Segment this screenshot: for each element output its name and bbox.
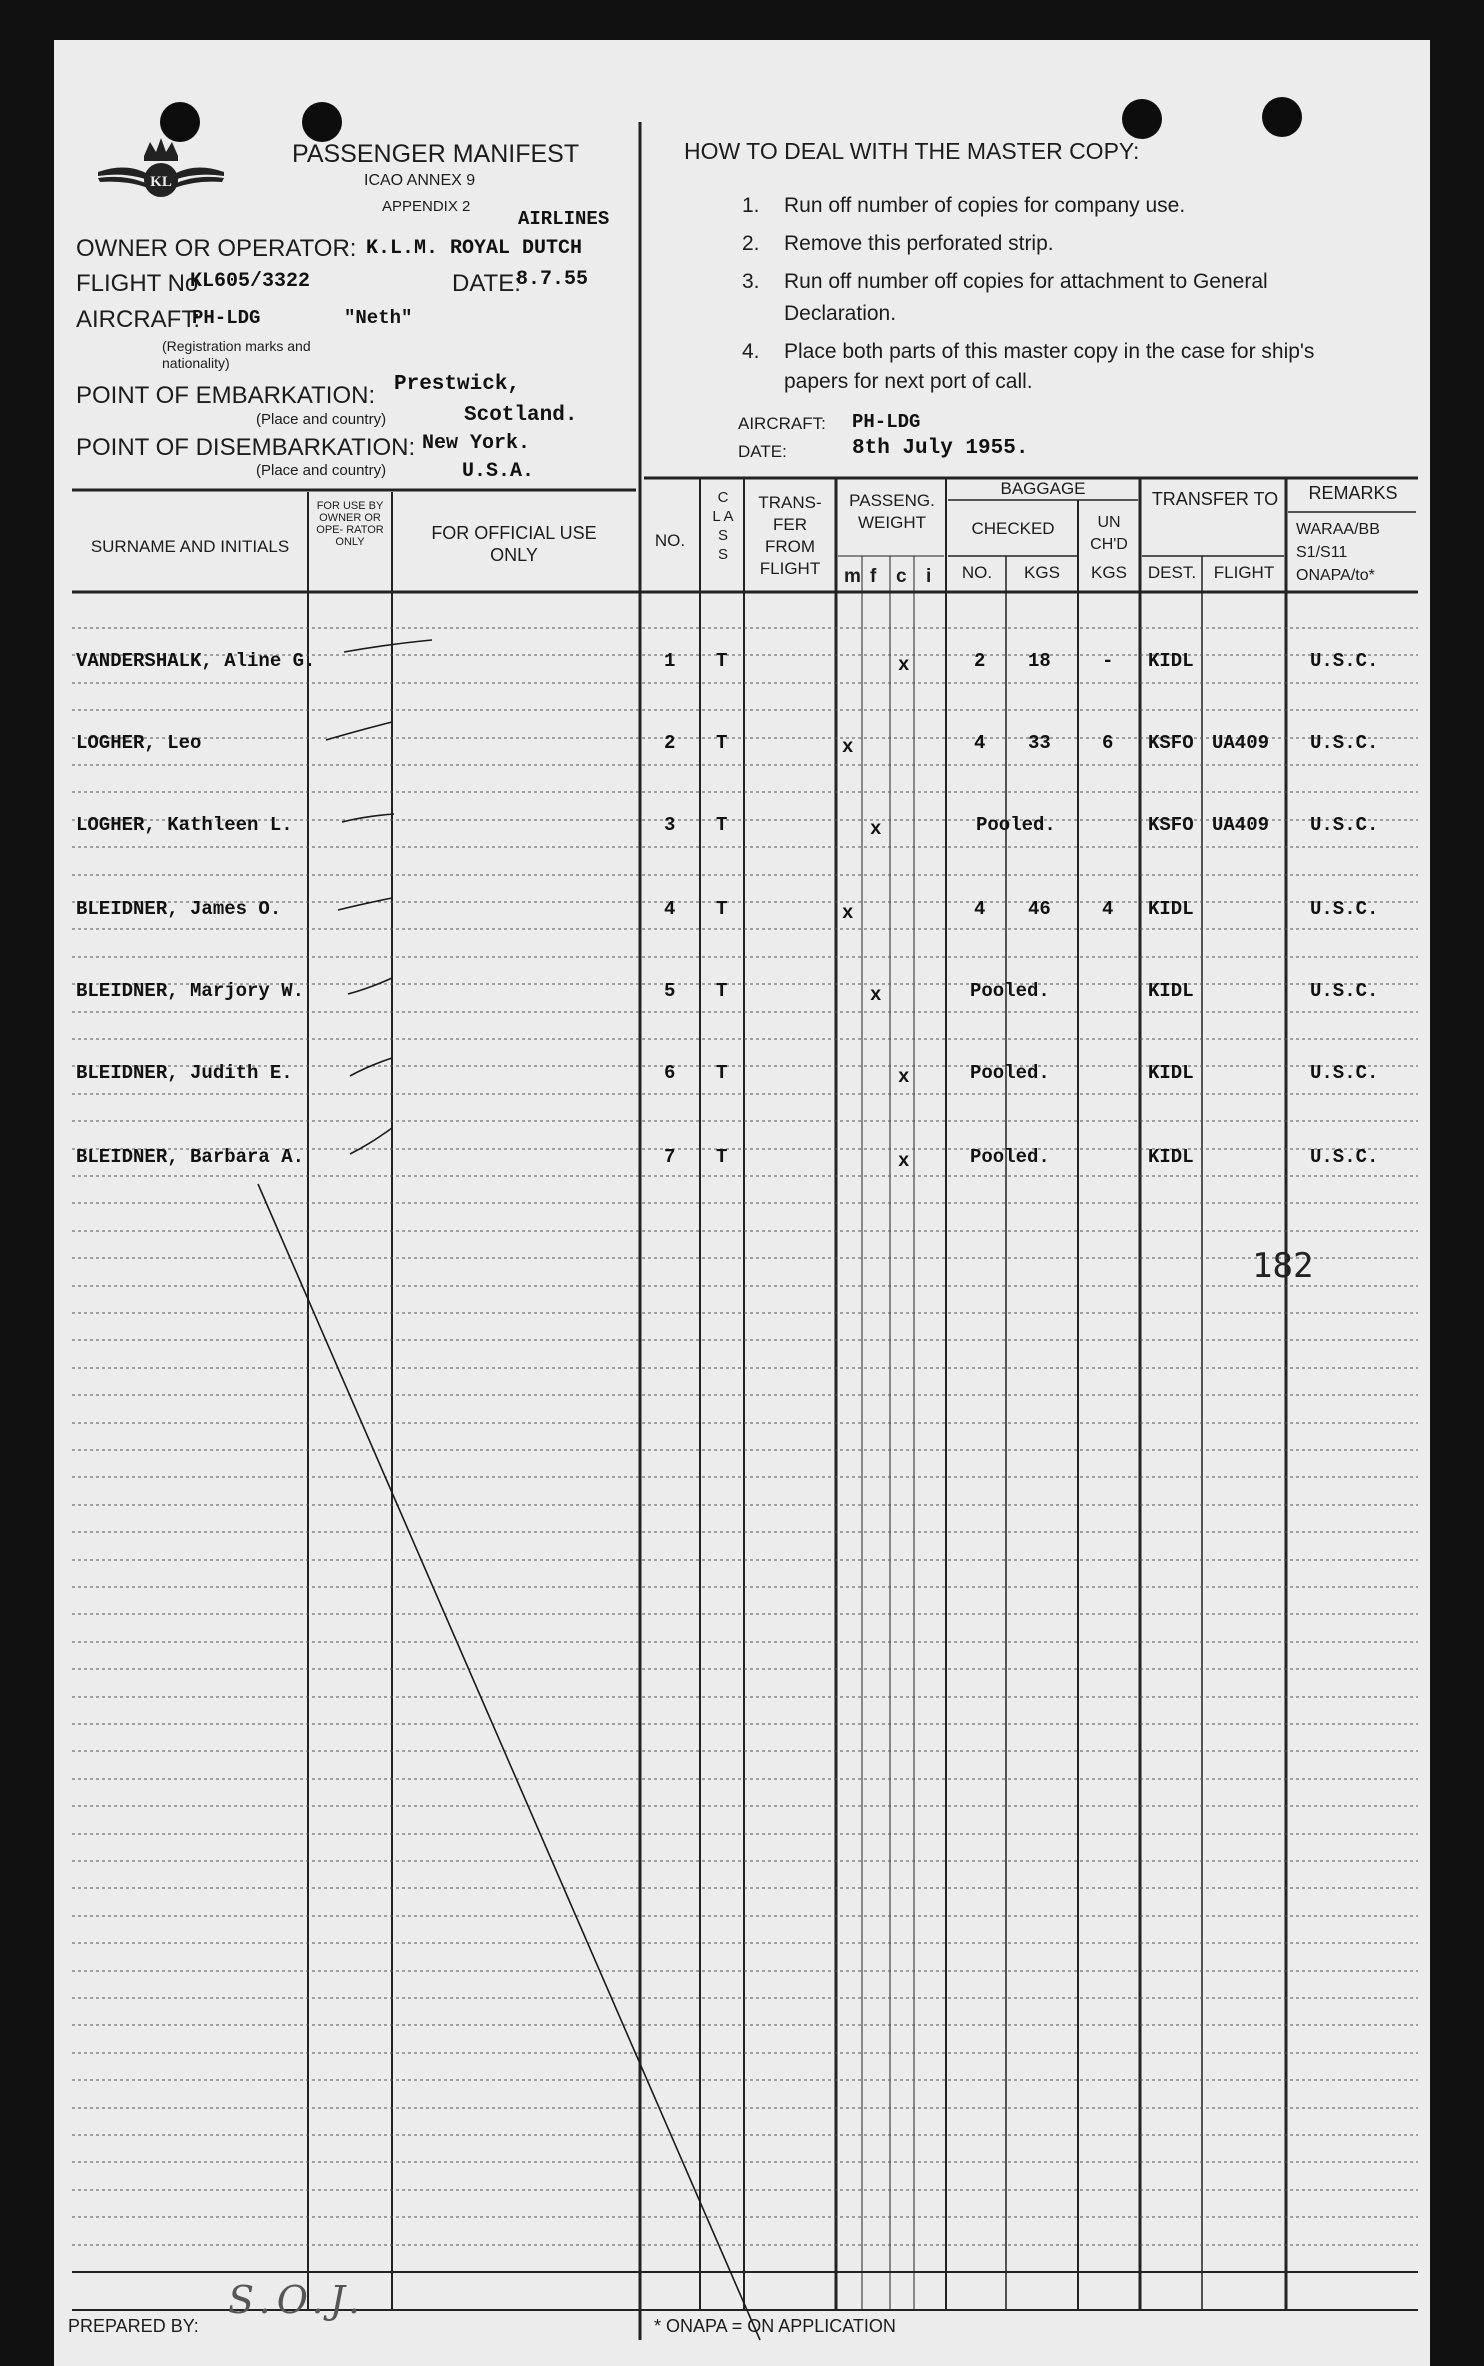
passenger-class: T — [716, 1062, 728, 1084]
passenger-class: T — [716, 980, 728, 1002]
strip-date-value: 8th July 1955. — [852, 437, 1029, 460]
col-remarks-sub: WARAA/BB S1/S11 ONAPA/to* — [1296, 521, 1380, 584]
transfer-flight: UA409 — [1212, 814, 1270, 836]
disembarkation-note: (Place and country) — [256, 462, 387, 479]
remarks-value: U.S.C. — [1310, 732, 1379, 754]
disembarkation-country: U.S.A. — [462, 460, 535, 483]
remarks-value: U.S.C. — [1310, 1146, 1379, 1168]
passenger-class: T — [716, 732, 728, 754]
embarkation-value: Prestwick, — [394, 373, 521, 396]
col-flight: FLIGHT — [1213, 563, 1275, 582]
transfer-dest: KIDL — [1148, 650, 1194, 672]
instruction-text: Run off number of copies for company use. — [784, 194, 1186, 217]
col-dest: DEST. — [1147, 563, 1197, 582]
col-weight: PASSENG. WEIGHT — [849, 491, 935, 532]
weight-mark: x — [898, 1150, 910, 1172]
instruction-text-cont: papers for next port of call. — [784, 370, 1033, 393]
onapa-note: * ONAPA = ON APPLICATION — [654, 2316, 896, 2336]
remarks-value: U.S.C. — [1310, 650, 1379, 672]
baggage-kgs: 18 — [1028, 650, 1051, 672]
passenger-name: BLEIDNER, Marjory W. — [76, 980, 305, 1002]
signature: S.O.J. — [228, 2278, 367, 2322]
passenger-no: 6 — [664, 1062, 676, 1084]
weight-mark: x — [870, 984, 882, 1006]
instruction-text: Remove this perforated strip. — [784, 232, 1054, 255]
passenger-no: 7 — [664, 1146, 676, 1168]
passenger-no: 1 — [664, 650, 676, 672]
weight-mark: x — [870, 818, 882, 840]
transfer-dest: KIDL — [1148, 898, 1194, 920]
instruction-number: 3. — [742, 270, 760, 293]
baggage-count: 2 — [974, 650, 986, 672]
aircraft-value: PH-LDG — [192, 307, 261, 329]
passenger-no: 3 — [664, 814, 676, 836]
passenger-class: T — [716, 650, 728, 672]
disembarkation-value: New York. — [422, 432, 531, 455]
passenger-no: 2 — [664, 732, 676, 754]
baggage-count: 4 — [974, 732, 986, 754]
col-class: C L A S S — [712, 489, 734, 563]
strip-aircraft-value: PH-LDG — [852, 411, 921, 433]
instructions-title: HOW TO DEAL WITH THE MASTER COPY: — [684, 138, 1140, 164]
instruction-number: 2. — [742, 232, 760, 255]
transfer-dest: KSFO — [1148, 814, 1194, 836]
aircraft-note: (Registration marks and nationality) — [162, 338, 311, 371]
baggage-count: 4 — [974, 898, 986, 920]
weight-sub-f: f — [870, 566, 877, 587]
passenger-name: VANDERSHALK, Aline G. — [76, 650, 316, 672]
passenger-name: BLEIDNER, Barbara A. — [76, 1146, 305, 1168]
col-checked-no: NO. — [961, 563, 993, 582]
instruction-text: Place both parts of this master copy in the case for ship's — [784, 340, 1315, 363]
passenger-no: 5 — [664, 980, 676, 1002]
unchecked-kgs: 4 — [1102, 898, 1114, 920]
aircraft-name: "Neth" — [344, 307, 413, 329]
svg-text:KL: KL — [150, 174, 172, 190]
remarks-value: U.S.C. — [1310, 898, 1379, 920]
passenger-class: T — [716, 814, 728, 836]
col-remarks: REMARKS — [1308, 483, 1398, 503]
col-unchd: UN CH'D — [1090, 514, 1128, 553]
col-official: FOR OFFICIAL USE ONLY — [431, 523, 597, 565]
passenger-name: LOGHER, Leo — [76, 732, 202, 754]
date-value: 8.7.55 — [516, 268, 589, 291]
strip-date-label: DATE: — [738, 442, 787, 461]
instruction-number: 4. — [742, 340, 760, 363]
col-checked-kgs: KGS — [1024, 563, 1060, 582]
embarkation-note: (Place and country) — [256, 411, 387, 428]
instruction-text-cont: Declaration. — [784, 302, 897, 325]
passenger-class: T — [716, 898, 728, 920]
passenger-name: BLEIDNER, James O. — [76, 898, 282, 920]
col-transfer-to: TRANSFER TO — [1151, 489, 1279, 509]
col-transfer-from: TRANS- FER FROM FLIGHT — [758, 493, 822, 578]
baggage-pooled: Pooled. — [970, 1062, 1050, 1084]
baggage-pooled: Pooled. — [976, 814, 1056, 836]
passenger-class: T — [716, 1146, 728, 1168]
baggage-kgs: 46 — [1028, 898, 1051, 920]
weight-sub-c: c — [896, 566, 907, 587]
col-no: NO. — [654, 531, 686, 550]
manifest-title: PASSENGER MANIFEST — [292, 140, 580, 168]
passenger-name: LOGHER, Kathleen L. — [76, 814, 293, 836]
embarkation-label: POINT OF EMBARKATION: — [76, 382, 376, 409]
strip-aircraft-label: AIRCRAFT: — [738, 414, 826, 433]
weight-mark: x — [842, 902, 854, 924]
baggage-kgs: 33 — [1028, 732, 1051, 754]
baggage-pooled: Pooled. — [970, 1146, 1050, 1168]
col-baggage: BAGGAGE — [1000, 479, 1086, 498]
passenger-no: 4 — [664, 898, 676, 920]
weight-mark: x — [898, 654, 910, 676]
unchecked-kgs: - — [1102, 650, 1114, 672]
weight-mark: x — [842, 736, 854, 758]
weight-mark: x — [898, 1066, 910, 1088]
col-checked: CHECKED — [971, 519, 1055, 538]
weight-sub-m: m — [844, 566, 861, 587]
aircraft-label: AIRCRAFT: — [76, 306, 201, 333]
embarkation-country: Scotland. — [464, 404, 578, 427]
appendix: APPENDIX 2 — [382, 198, 471, 215]
icao-annex: ICAO ANNEX 9 — [364, 172, 476, 189]
flight-value: KL605/3322 — [190, 270, 311, 293]
unchecked-kgs: 6 — [1102, 732, 1114, 754]
baggage-pooled: Pooled. — [970, 980, 1050, 1002]
remarks-value: U.S.C. — [1310, 1062, 1379, 1084]
passenger-name: BLEIDNER, Judith E. — [76, 1062, 293, 1084]
owner-label: OWNER OR OPERATOR: — [76, 235, 357, 262]
disembarkation-label: POINT OF DISEMBARKATION: — [76, 434, 416, 461]
remarks-value: U.S.C. — [1310, 814, 1379, 836]
col-owner-use: FOR USE BY OWNER OR OPE- RATOR ONLY — [316, 500, 384, 548]
page-number-stamp: 182 — [1252, 1246, 1314, 1286]
col-unchd-kgs: KGS — [1091, 563, 1127, 582]
date-label: DATE: — [452, 270, 521, 297]
owner-value: K.L.M. ROYAL DUTCH — [366, 237, 583, 260]
transfer-dest: KIDL — [1148, 1062, 1194, 1084]
transfer-dest: KIDL — [1148, 980, 1194, 1002]
prepared-by-label: PREPARED BY: — [68, 2316, 199, 2336]
instruction-number: 1. — [742, 194, 760, 217]
flight-label: FLIGHT No — [76, 270, 199, 297]
transfer-dest: KIDL — [1148, 1146, 1194, 1168]
col-surname: SURNAME AND INITIALS — [90, 537, 290, 556]
instruction-text: Run off number off copies for attachment to General — [784, 270, 1268, 293]
weight-sub-i: i — [926, 566, 932, 587]
remarks-value: U.S.C. — [1310, 980, 1379, 1002]
owner-value-line2: AIRLINES — [518, 208, 610, 230]
transfer-flight: UA409 — [1212, 732, 1270, 754]
transfer-dest: KSFO — [1148, 732, 1194, 754]
